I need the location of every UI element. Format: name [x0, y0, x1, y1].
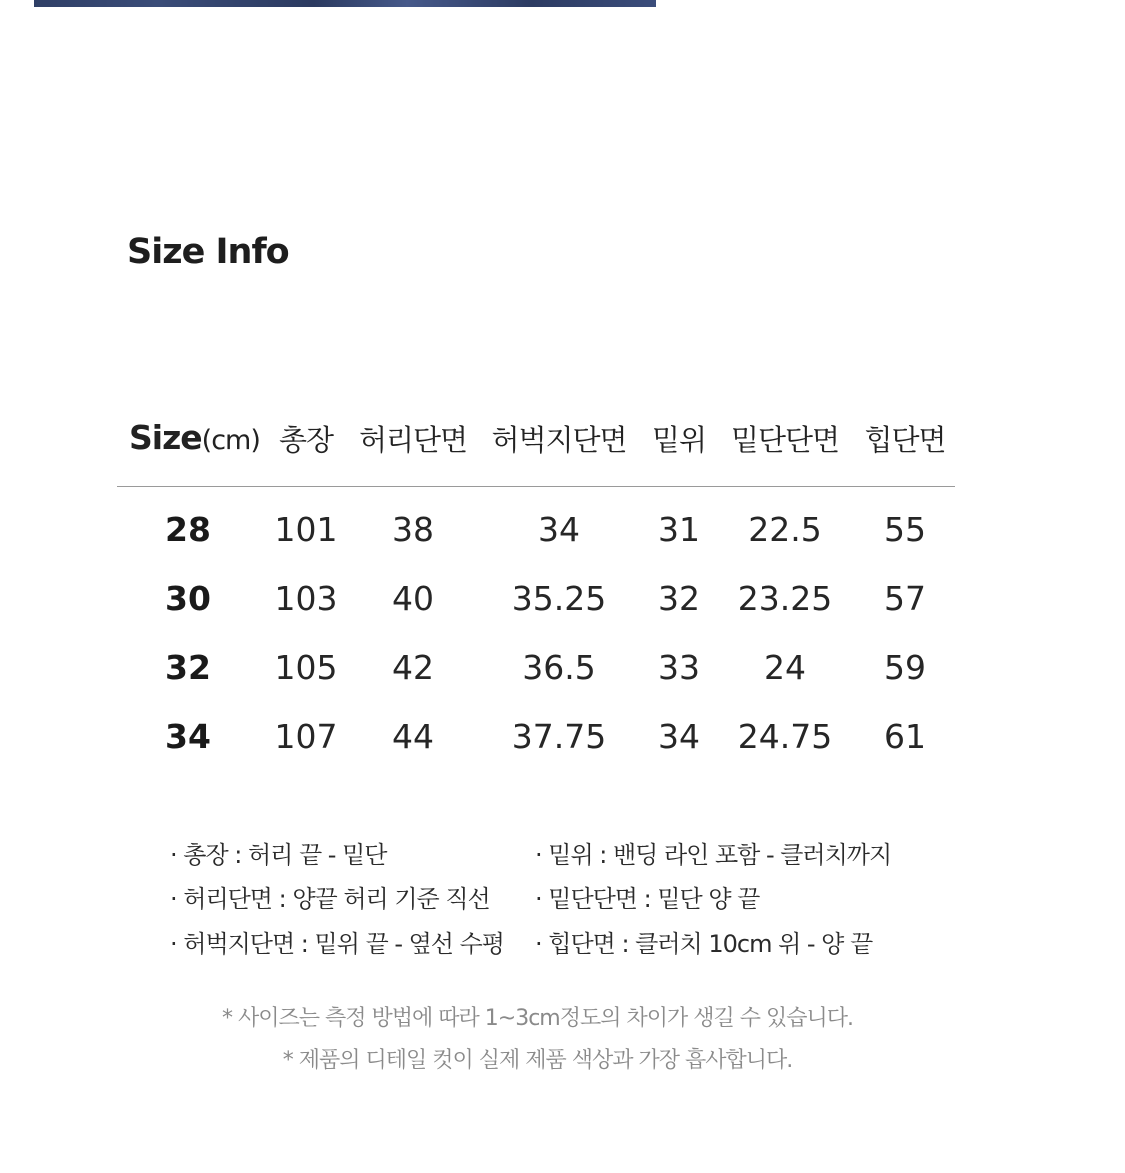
- table-cell: 23.25: [737, 579, 833, 618]
- table-cell: 61: [884, 717, 926, 756]
- table-cell: 33: [658, 648, 700, 687]
- header-rise: 밑위: [651, 423, 707, 457]
- disclaimer-color: * 제품의 디테일 컷이 실제 제품 색상과 가장 흡사합니다.: [282, 1048, 793, 1073]
- size-cell: 28: [165, 510, 211, 549]
- header-thigh: 허벅지단면: [491, 423, 627, 457]
- page-title: Size Info: [127, 232, 289, 272]
- table-cell: 59: [884, 648, 926, 687]
- table-cell: 35.25: [511, 579, 607, 618]
- table-cell: 24: [764, 648, 806, 687]
- size-cell: 34: [165, 717, 211, 756]
- table-cell: 103: [274, 579, 338, 618]
- measure-note-waist: · 허리단면 : 양끝 허리 기준 직선: [170, 885, 490, 913]
- table-cell: 44: [392, 717, 434, 756]
- table-cell: 105: [274, 648, 338, 687]
- header-total-length: 총장: [278, 423, 334, 457]
- table-cell: 38: [392, 510, 434, 549]
- measure-note-hip: · 힙단면 : 클러치 10cm 위 - 양 끝: [535, 930, 873, 958]
- disclaimer-size-variance: * 사이즈는 측정 방법에 따라 1~3cm정도의 차이가 생길 수 있습니다.: [222, 1006, 853, 1031]
- size-header-unit: (cm): [201, 425, 260, 456]
- measure-note-rise: · 밑위 : 밴딩 라인 포함 - 클러치까지: [535, 841, 892, 869]
- size-header-label: Size: [129, 418, 202, 457]
- header-hem: 밑단단면: [730, 423, 840, 457]
- table-cell: 40: [392, 579, 434, 618]
- table-cell: 31: [658, 510, 700, 549]
- table-divider: [117, 486, 955, 487]
- measure-note-total-length: · 총장 : 허리 끝 - 밑단: [170, 841, 387, 869]
- table-cell: 57: [884, 579, 926, 618]
- table-cell: 101: [274, 510, 338, 549]
- table-cell: 34: [658, 717, 700, 756]
- table-row: [0, 717, 1125, 767]
- size-cell: 32: [165, 648, 211, 687]
- table-cell: 37.75: [511, 717, 607, 756]
- table-cell: 34: [538, 510, 580, 549]
- table-cell: 107: [274, 717, 338, 756]
- table-cell: 22.5: [748, 510, 822, 549]
- size-cell: 30: [165, 579, 211, 618]
- table-row: [0, 579, 1125, 629]
- size-column-header: [129, 418, 260, 457]
- product-photo-edge: [34, 0, 656, 7]
- table-cell: 32: [658, 579, 700, 618]
- table-cell: 36.5: [522, 648, 596, 687]
- table-cell: 55: [884, 510, 926, 549]
- table-row: [0, 510, 1125, 560]
- table-cell: 24.75: [737, 717, 833, 756]
- header-waist: 허리단면: [358, 423, 468, 457]
- table-cell: 42: [392, 648, 434, 687]
- measure-note-thigh: · 허벅지단면 : 밑위 끝 - 옆선 수평: [170, 930, 504, 958]
- table-row: [0, 648, 1125, 698]
- header-hip: 힙단면: [864, 423, 946, 457]
- measure-note-hem: · 밑단단면 : 밑단 양 끝: [535, 885, 760, 913]
- size-table-header: [0, 418, 1125, 468]
